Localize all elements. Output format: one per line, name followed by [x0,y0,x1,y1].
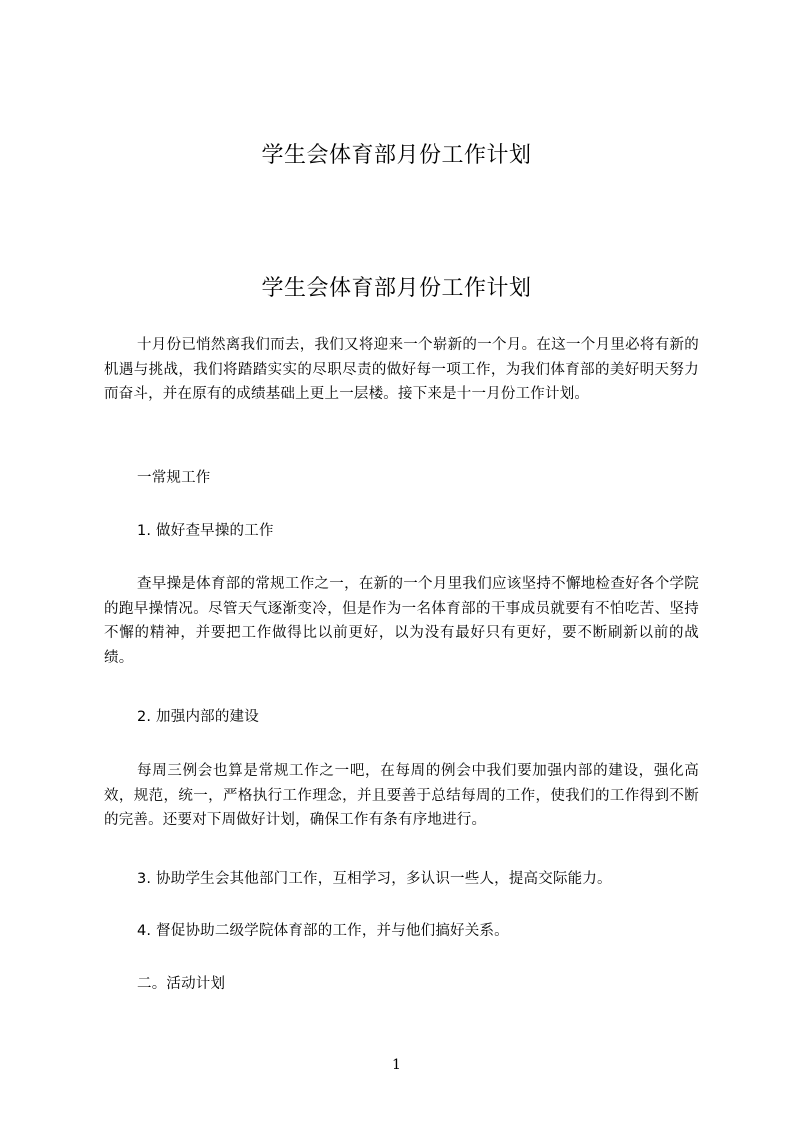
item-heading-morning-exercise: 1. 做好查早操的工作 [137,523,274,539]
internal-building-paragraph: 每周三例会也算是常规工作之一吧，在每周的例会中我们要加强内部的建设，强化高效，规范，统一，严格执行工作理念，并且要善于总结每周的工作，使我们的工作得到不断的完善。还要对下周做好计划，确保工作有条有序地进行。 [104,763,699,828]
item-assist-departments: 3. 协助学生会其他部门工作，互相学习，多认识一些人，提高交际能力。 [137,871,612,887]
morning-exercise-paragraph: 查早操是体育部的常规工作之一，在新的一个月里我们应该坚持不懈地检查好各个学院的跑早操情况。尽管天气逐渐变冷，但是作为一名体育部的干事成员就要有不怕吃苦、坚持不懈的精神，并要把工作做得比以前更好，以为没有最好只有更好，要不断刷新以前的战绩。 [104,576,699,666]
section-heading-regular-work: 一常规工作 [137,470,211,486]
section-heading-activity-plan: 二。活动计划 [137,976,226,992]
document-main-title: 学生会体育部月份工作计划 [261,276,532,301]
intro-paragraph: 十月份已悄然离我们而去，我们又将迎来一个崭新的一个月。在这一个月里必将有新的机遇与挑战，我们将踏踏实实的尽职尽责的做好每一项工作，为我们体育部的美好明天努力而奋斗，并在原有的成绩基础上更上一层楼。接下来是十一月份工作计划。 [104,337,699,402]
item-heading-internal-building: 2. 加强内部的建设 [137,709,259,725]
document-header-title: 学生会体育部月份工作计划 [261,143,532,168]
item-supervise-colleges: 4. 督促协助二级学院体育部的工作，并与他们搞好关系。 [137,923,509,939]
page-number: 1 [392,1057,401,1073]
